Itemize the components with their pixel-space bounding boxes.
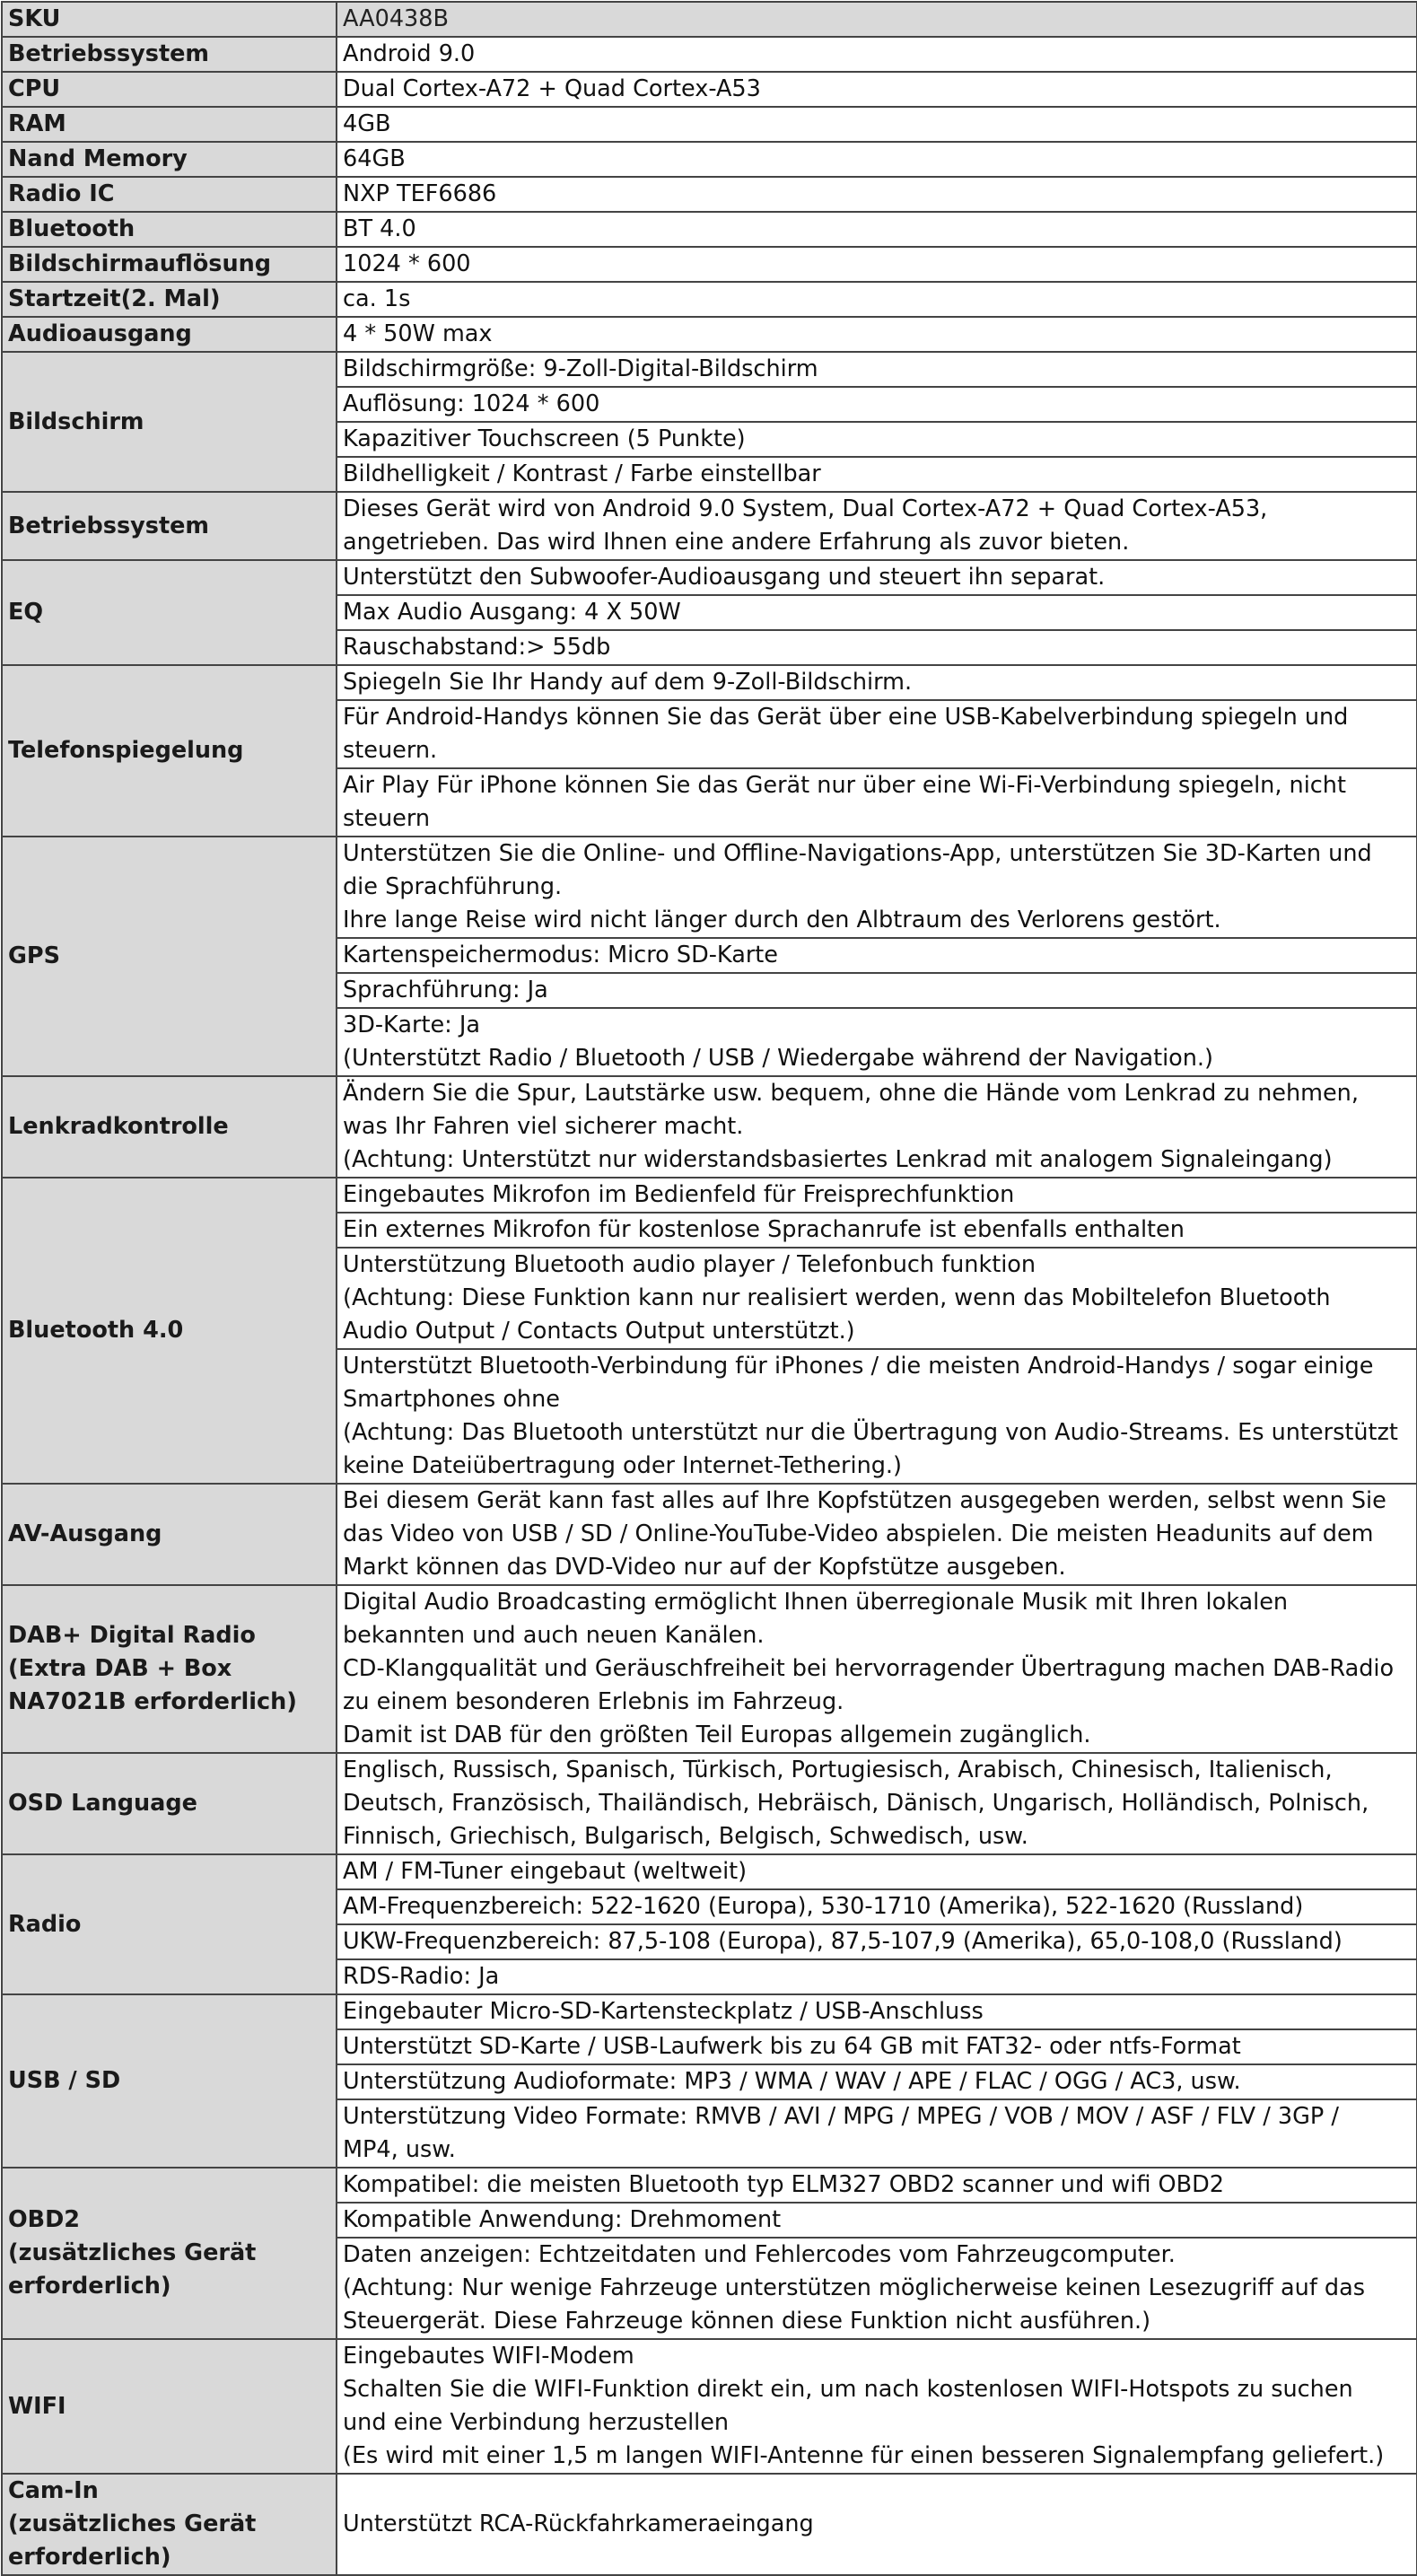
- spec-value-line: Bildhelligkeit / Kontrast / Farbe einstellbar: [343, 460, 821, 487]
- table-row: [2, 1585, 1417, 1753]
- spec-label: Betriebssystem: [2, 37, 337, 72]
- spec-value-line: ca. 1s: [343, 285, 411, 312]
- spec-value-line: Smartphones ohne: [343, 1386, 560, 1413]
- spec-value-line: Unterstützt SD-Karte / USB-Laufwerk bis zu 64 GB mit FAT32- oder ntfs-Format: [343, 2033, 1241, 2060]
- spec-value-line: Damit ist DAB für den größten Teil Europas allgemein zugänglich.: [343, 1722, 1091, 1748]
- spec-label-line: (Extra DAB + Box: [8, 1655, 232, 1682]
- spec-value: [337, 1008, 1417, 1076]
- table-row: [2, 1484, 1417, 1585]
- spec-value: [337, 2168, 1417, 2203]
- spec-label-line: OBD2: [8, 2206, 81, 2233]
- spec-label-line: (zusätzliches Gerät: [8, 2510, 257, 2537]
- spec-value-line: (Es wird mit einer 1,5 m langen WIFI-Antenne für einen besseren Signalempfang geliefert.): [343, 2442, 1385, 2469]
- spec-value-line: Android 9.0: [343, 40, 476, 67]
- spec-value: [337, 938, 1417, 973]
- spec-value-line: Kompatibel: die meisten Bluetooth typ ELM327 OBD2 scanner und wifi OBD2: [343, 2171, 1224, 2198]
- table-row: [2, 2, 1417, 37]
- table-row: [2, 317, 1417, 352]
- spec-value: [337, 1924, 1417, 1959]
- spec-value: [337, 37, 1417, 72]
- spec-value-line: AM / FM-Tuner eingebaut (weltweit): [343, 1858, 748, 1885]
- spec-value-line: die Sprachführung.: [343, 873, 563, 900]
- spec-value: [337, 1994, 1417, 2029]
- spec-value: [337, 422, 1417, 457]
- spec-label: AV-Ausgang: [2, 1484, 337, 1585]
- spec-value-line: Ihre lange Reise wird nicht länger durch den Albtraum des Verlorens gestört.: [343, 907, 1221, 933]
- spec-label: [2, 2168, 337, 2339]
- spec-value: [337, 352, 1417, 387]
- table-row: [2, 2168, 1417, 2203]
- spec-label: Nand Memory: [2, 142, 337, 177]
- spec-value-line: und eine Verbindung herzustellen: [343, 2409, 730, 2436]
- spec-value: [337, 1349, 1417, 1484]
- spec-value: [337, 107, 1417, 142]
- spec-value: [337, 1585, 1417, 1753]
- spec-value-line: Eingebautes Mikrofon im Bedienfeld für Freisprechfunktion: [343, 1181, 1015, 1208]
- spec-value-line: Für Android-Handys können Sie das Gerät über eine USB-Kabelverbindung spiegeln und: [343, 704, 1349, 731]
- spec-label: Audioausgang: [2, 317, 337, 352]
- table-row: [2, 177, 1417, 212]
- table-row: [2, 282, 1417, 317]
- spec-value: [337, 595, 1417, 630]
- table-row: [2, 247, 1417, 282]
- spec-value-line: zu einem besonderen Erlebnis im Fahrzeug.: [343, 1688, 844, 1715]
- spec-value-line: MP4, usw.: [343, 2136, 456, 2163]
- spec-value: [337, 387, 1417, 422]
- spec-table: [1, 1, 1417, 2576]
- spec-value-line: Deutsch, Französisch, Thailändisch, Hebräisch, Dänisch, Ungarisch, Holländisch, Polnisch,: [343, 1790, 1369, 1817]
- spec-value: [337, 457, 1417, 492]
- spec-value-line: Dual Cortex-A72 + Quad Cortex-A53: [343, 75, 761, 102]
- table-row: [2, 107, 1417, 142]
- spec-value: [337, 973, 1417, 1008]
- spec-label: [2, 2474, 337, 2575]
- spec-value-line: UKW-Frequenzbereich: 87,5-108 (Europa), 87,5-107,9 (Amerika), 65,0-108,0 (Russland): [343, 1928, 1343, 1955]
- spec-value: [337, 1248, 1417, 1349]
- spec-label-line: Cam-In: [8, 2477, 99, 2504]
- spec-value: [337, 2203, 1417, 2238]
- spec-value: [337, 247, 1417, 282]
- spec-value: [337, 2474, 1417, 2575]
- spec-value-line: Unterstützt RCA-Rückfahrkameraeingang: [343, 2510, 814, 2537]
- spec-value: [337, 1753, 1417, 1854]
- spec-label: Startzeit(2. Mal): [2, 282, 337, 317]
- table-row: [2, 492, 1417, 560]
- spec-label-line: NA7021B erforderlich): [8, 1688, 297, 1715]
- spec-value-line: Audio Output / Contacts Output unterstützt.): [343, 1318, 855, 1345]
- spec-value-line: AA0438B: [343, 5, 449, 32]
- spec-value: [337, 2064, 1417, 2099]
- spec-value-line: Dieses Gerät wird von Android 9.0 System, Dual Cortex-A72 + Quad Cortex-A53,: [343, 495, 1268, 522]
- spec-value-line: (Unterstützt Radio / Bluetooth / USB / Wiedergabe während der Navigation.): [343, 1045, 1213, 1072]
- table-row: [2, 142, 1417, 177]
- spec-value-line: Unterstützt den Subwoofer-Audioausgang und steuert ihn separat.: [343, 564, 1106, 591]
- spec-label: Lenkradkontrolle: [2, 1076, 337, 1178]
- spec-value-line: angetrieben. Das wird Ihnen eine andere Erfahrung als zuvor bieten.: [343, 529, 1130, 556]
- spec-table-body: [2, 2, 1417, 2575]
- spec-value-line: Eingebauter Micro-SD-Kartensteckplatz / USB-Anschluss: [343, 1998, 984, 2025]
- spec-value-line: Ein externes Mikrofon für kostenlose Sprachanrufe ist ebenfalls enthalten: [343, 1216, 1185, 1243]
- spec-value: [337, 1484, 1417, 1585]
- spec-value-line: NXP TEF6686: [343, 180, 497, 207]
- spec-value-line: 4GB: [343, 110, 391, 137]
- spec-value-line: Air Play Für iPhone können Sie das Gerät nur über eine Wi-Fi-Verbindung spiegeln, nicht: [343, 772, 1346, 799]
- spec-value: [337, 492, 1417, 560]
- spec-value: [337, 1959, 1417, 1994]
- spec-value-line: Bildschirmgröße: 9-Zoll-Digital-Bildschirm: [343, 355, 818, 382]
- spec-value-line: (Achtung: Nur wenige Fahrzeuge unterstützen möglicherweise keinen Lesezugriff auf das: [343, 2274, 1365, 2301]
- spec-value-line: 4 * 50W max: [343, 320, 493, 347]
- spec-value-line: Kartenspeichermodus: Micro SD-Karte: [343, 942, 778, 968]
- spec-value-line: das Video von USB / SD / Online-YouTube-Video abspielen. Die meisten Headunits auf dem: [343, 1520, 1374, 1547]
- table-row: [2, 2474, 1417, 2575]
- spec-label: CPU: [2, 72, 337, 107]
- spec-value-line: Spiegeln Sie Ihr Handy auf dem 9-Zoll-Bildschirm.: [343, 669, 913, 696]
- spec-label: WIFI: [2, 2339, 337, 2474]
- spec-value-line: 3D-Karte: Ja: [343, 1012, 480, 1038]
- spec-value-line: RDS-Radio: Ja: [343, 1963, 500, 1990]
- spec-sheet: [1, 1, 1416, 2576]
- spec-value: [337, 2, 1417, 37]
- table-row: [2, 837, 1417, 938]
- spec-value-line: Markt können das DVD-Video nur auf der Kopfstütze ausgeben.: [343, 1554, 1066, 1581]
- spec-value-line: 64GB: [343, 145, 406, 172]
- table-row: [2, 560, 1417, 595]
- table-row: [2, 212, 1417, 247]
- spec-value-line: Daten anzeigen: Echtzeitdaten und Fehlercodes vom Fahrzeugcomputer.: [343, 2241, 1176, 2268]
- spec-label-line: erforderlich): [8, 2544, 171, 2571]
- spec-value-line: Unterstützung Bluetooth audio player / Telefonbuch funktion: [343, 1251, 1037, 1278]
- table-row: [2, 1178, 1417, 1213]
- spec-value-line: Kapazitiver Touchscreen (5 Punkte): [343, 425, 746, 452]
- spec-label-line: DAB+ Digital Radio: [8, 1622, 256, 1649]
- table-row: [2, 352, 1417, 387]
- table-row: [2, 1753, 1417, 1854]
- spec-value-line: was Ihr Fahren viel sicherer macht.: [343, 1113, 744, 1140]
- spec-value-line: (Achtung: Diese Funktion kann nur realisiert werden, wenn das Mobiltelefon Bluetooth: [343, 1284, 1331, 1311]
- spec-value-line: Digital Audio Broadcasting ermöglicht Ihnen überregionale Musik mit Ihren lokalen: [343, 1589, 1289, 1616]
- spec-label-line: (zusätzliches Gerät: [8, 2239, 257, 2266]
- spec-value: [337, 2238, 1417, 2339]
- spec-value: [337, 142, 1417, 177]
- spec-value-line: steuern: [343, 805, 431, 832]
- spec-value: [337, 630, 1417, 665]
- spec-value-line: Max Audio Ausgang: 4 X 50W: [343, 599, 681, 626]
- spec-label: Telefonspiegelung: [2, 665, 337, 837]
- spec-value-line: steuern.: [343, 737, 438, 764]
- table-row: [2, 1994, 1417, 2029]
- spec-value: [337, 282, 1417, 317]
- spec-label: OSD Language: [2, 1753, 337, 1854]
- spec-value-line: Unterstützung Audioformate: MP3 / WMA / WAV / APE / FLAC / OGG / AC3, usw.: [343, 2068, 1241, 2095]
- table-row: [2, 37, 1417, 72]
- spec-value: [337, 768, 1417, 837]
- spec-value: [337, 177, 1417, 212]
- table-row: [2, 2339, 1417, 2474]
- spec-value-line: (Achtung: Unterstützt nur widerstandsbasiertes Lenkrad mit analogem Signaleingang): [343, 1146, 1333, 1173]
- table-row: [2, 665, 1417, 700]
- spec-label: Radio: [2, 1854, 337, 1994]
- spec-label: Bluetooth: [2, 212, 337, 247]
- spec-label: Radio IC: [2, 177, 337, 212]
- spec-value-line: bekannten und auch neuen Kanälen.: [343, 1622, 765, 1649]
- spec-value: [337, 700, 1417, 768]
- spec-value: [337, 2099, 1417, 2168]
- spec-value-line: Ändern Sie die Spur, Lautstärke usw. bequem, ohne die Hände vom Lenkrad zu nehmen,: [343, 1080, 1359, 1107]
- spec-label: SKU: [2, 2, 337, 37]
- spec-label-line: erforderlich): [8, 2273, 171, 2300]
- spec-value-line: Eingebautes WIFI-Modem: [343, 2343, 634, 2370]
- table-row: [2, 1854, 1417, 1889]
- spec-value-line: CD-Klangqualität und Geräuschfreiheit bei hervorragender Übertragung machen DAB-Radio: [343, 1655, 1395, 1682]
- spec-label: Bluetooth 4.0: [2, 1178, 337, 1484]
- spec-value: [337, 1076, 1417, 1178]
- spec-label: Bildschirm: [2, 352, 337, 492]
- spec-value-line: Unterstützung Video Formate: RMVB / AVI / MPG / MPEG / VOB / MOV / ASF / FLV / 3GP /: [343, 2103, 1339, 2130]
- spec-value: [337, 317, 1417, 352]
- spec-value: [337, 212, 1417, 247]
- spec-value-line: Finnisch, Griechisch, Bulgarisch, Belgisch, Schwedisch, usw.: [343, 1823, 1028, 1850]
- spec-value-line: BT 4.0: [343, 215, 416, 242]
- spec-value: [337, 560, 1417, 595]
- spec-value: [337, 837, 1417, 938]
- spec-label: RAM: [2, 107, 337, 142]
- spec-value: [337, 1889, 1417, 1924]
- spec-value-line: Englisch, Russisch, Spanisch, Türkisch, Portugiesisch, Arabisch, Chinesisch, Italienisch,: [343, 1757, 1333, 1783]
- spec-value-line: Bei diesem Gerät kann fast alles auf Ihre Kopfstützen ausgegeben werden, selbst wenn Sie: [343, 1487, 1386, 1514]
- spec-label: EQ: [2, 560, 337, 665]
- spec-value-line: Unterstützt Bluetooth-Verbindung für iPhones / die meisten Android-Handys / sogar einige: [343, 1353, 1374, 1380]
- spec-value: [337, 1178, 1417, 1213]
- spec-value-line: Steuergerät. Diese Fahrzeuge können diese Funktion nicht ausführen.): [343, 2308, 1151, 2335]
- spec-label: [2, 1585, 337, 1753]
- spec-value-line: Kompatible Anwendung: Drehmoment: [343, 2206, 782, 2233]
- table-row: [2, 1076, 1417, 1178]
- spec-value-line: Auflösung: 1024 * 600: [343, 390, 600, 417]
- spec-value: [337, 2339, 1417, 2474]
- table-row: [2, 72, 1417, 107]
- spec-value: [337, 2029, 1417, 2064]
- spec-value-line: keine Dateiübertragung oder Internet-Tethering.): [343, 1452, 902, 1479]
- spec-value: [337, 665, 1417, 700]
- spec-value-line: AM-Frequenzbereich: 522-1620 (Europa), 530-1710 (Amerika), 522-1620 (Russland): [343, 1893, 1304, 1920]
- spec-label: USB / SD: [2, 1994, 337, 2168]
- spec-label: Betriebssystem: [2, 492, 337, 560]
- spec-value-line: 1024 * 600: [343, 250, 471, 277]
- spec-value-line: Sprachführung: Ja: [343, 977, 548, 1003]
- spec-value-line: Schalten Sie die WIFI-Funktion direkt ein, um nach kostenlosen WIFI-Hotspots zu suchen: [343, 2376, 1353, 2403]
- spec-value: [337, 72, 1417, 107]
- spec-label: Bildschirmauflösung: [2, 247, 337, 282]
- spec-label: GPS: [2, 837, 337, 1076]
- spec-value-line: (Achtung: Das Bluetooth unterstützt nur die Übertragung von Audio-Streams. Es unterstützt: [343, 1419, 1398, 1446]
- spec-value-line: Unterstützen Sie die Online- und Offline-Navigations-App, unterstützen Sie 3D-Karten und: [343, 840, 1372, 867]
- spec-value: [337, 1854, 1417, 1889]
- spec-value-line: Rauschabstand:> 55db: [343, 634, 611, 661]
- spec-value: [337, 1213, 1417, 1248]
